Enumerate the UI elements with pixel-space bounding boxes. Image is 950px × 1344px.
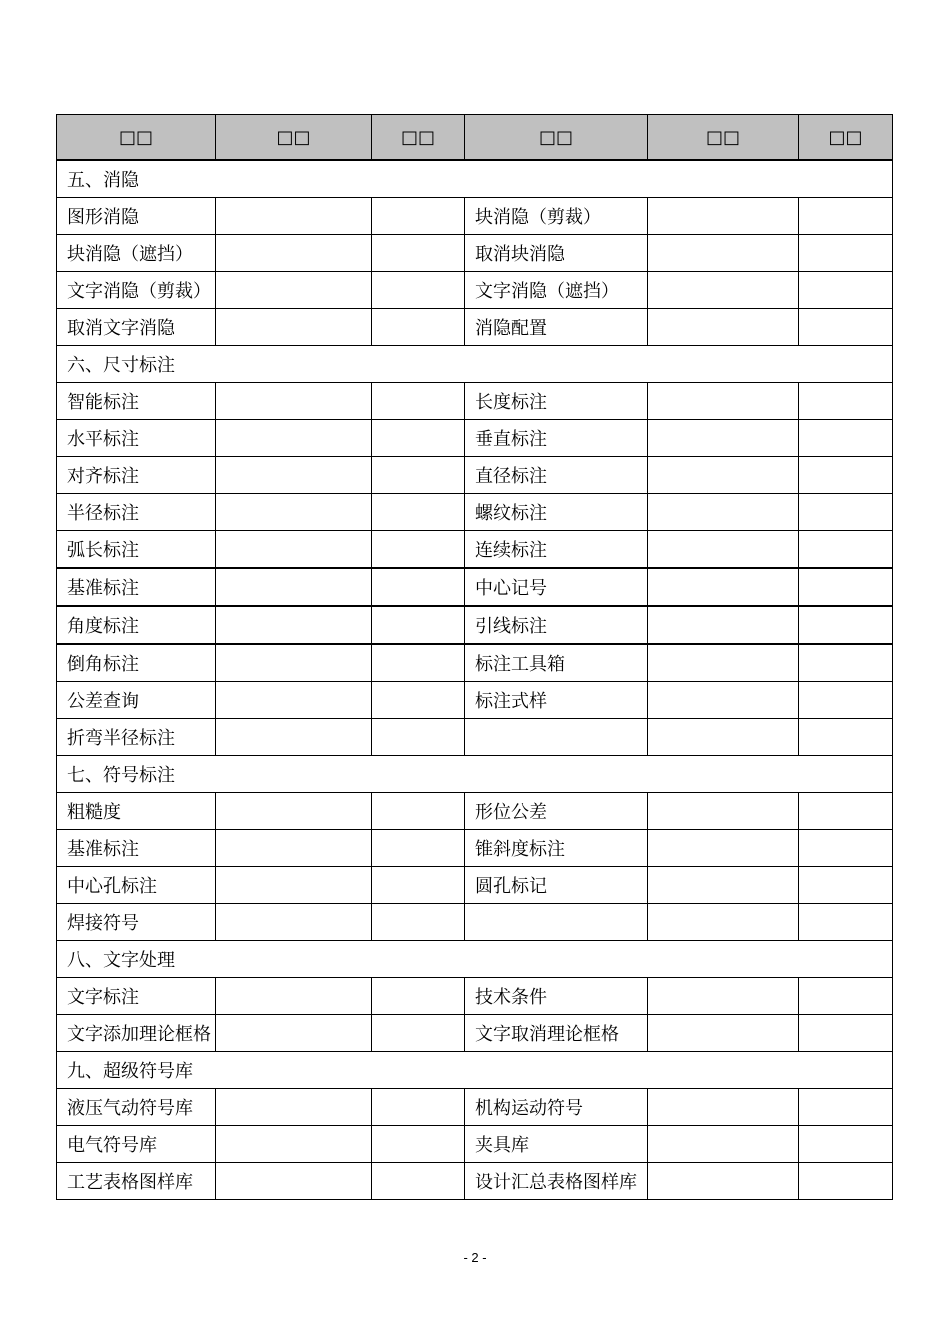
empty-cell (799, 494, 893, 531)
empty-cell (648, 1163, 799, 1200)
empty-cell (216, 830, 372, 867)
empty-cell (372, 719, 465, 756)
empty-cell (799, 1089, 893, 1126)
empty-cell (372, 272, 465, 309)
empty-cell (216, 644, 372, 682)
empty-cell (648, 383, 799, 420)
empty-cell (799, 904, 893, 941)
feature-name-cell: 水平标注 (57, 420, 216, 457)
empty-cell (799, 309, 893, 346)
feature-name-cell: 取消块消隐 (465, 235, 648, 272)
empty-cell (216, 531, 372, 569)
empty-cell (799, 272, 893, 309)
feature-name-cell: 折弯半径标注 (57, 719, 216, 756)
empty-cell (799, 457, 893, 494)
feature-name-cell: 弧长标注 (57, 531, 216, 569)
empty-cell (216, 793, 372, 830)
table-row (57, 309, 893, 346)
empty-cell (216, 1163, 372, 1200)
empty-cell (799, 1126, 893, 1163)
empty-cell (216, 420, 372, 457)
column-header: □□ (57, 115, 216, 161)
feature-name-cell: 半径标注 (57, 494, 216, 531)
section-header-row (57, 1052, 893, 1089)
section-header-row (57, 756, 893, 793)
empty-cell (372, 235, 465, 272)
empty-cell (648, 1015, 799, 1052)
empty-cell (799, 1163, 893, 1200)
empty-cell (799, 420, 893, 457)
table-row (57, 904, 893, 941)
section-title: 五、消隐 (57, 160, 893, 198)
section-title: 六、尺寸标注 (57, 346, 893, 383)
feature-name-cell: 电气符号库 (57, 1126, 216, 1163)
feature-name-cell: 技术条件 (465, 978, 648, 1015)
feature-name-cell: 文字消隐（遮挡） (465, 272, 648, 309)
feature-name-cell: 焊接符号 (57, 904, 216, 941)
feature-name-cell: 设计汇总表格图样库 (465, 1163, 648, 1200)
feature-name-cell: 机构运动符号 (465, 1089, 648, 1126)
empty-cell (216, 272, 372, 309)
feature-name-cell: 取消文字消隐 (57, 309, 216, 346)
empty-cell (372, 383, 465, 420)
feature-name-cell: 长度标注 (465, 383, 648, 420)
column-header: □□ (372, 115, 465, 161)
section-header-row (57, 941, 893, 978)
empty-cell (372, 978, 465, 1015)
feature-name-cell: 文字添加理论框格 (57, 1015, 216, 1052)
empty-cell (216, 978, 372, 1015)
empty-cell (216, 682, 372, 719)
table-row (57, 682, 893, 719)
empty-cell (648, 420, 799, 457)
table-row (57, 1015, 893, 1052)
empty-cell (648, 1089, 799, 1126)
empty-cell (216, 457, 372, 494)
empty-cell (799, 235, 893, 272)
table-row (57, 457, 893, 494)
empty-cell (799, 830, 893, 867)
empty-cell (216, 568, 372, 606)
empty-cell (372, 568, 465, 606)
empty-cell (372, 682, 465, 719)
empty-cell (648, 1126, 799, 1163)
table-row (57, 644, 893, 682)
table-row (57, 531, 893, 569)
table-row (57, 830, 893, 867)
section-header-row (57, 160, 893, 198)
empty-cell (648, 978, 799, 1015)
table-row (57, 867, 893, 904)
table-row (57, 793, 893, 830)
empty-cell (216, 1089, 372, 1126)
feature-name-cell: 锥斜度标注 (465, 830, 648, 867)
empty-cell (648, 682, 799, 719)
feature-name-cell: 标注工具箱 (465, 644, 648, 682)
feature-name-cell: 工艺表格图样库 (57, 1163, 216, 1200)
feature-name-cell: 液压气动符号库 (57, 1089, 216, 1126)
feature-name-cell: 圆孔标记 (465, 867, 648, 904)
table-row (57, 235, 893, 272)
empty-cell (216, 494, 372, 531)
feature-name-cell: 块消隐（遮挡） (57, 235, 216, 272)
empty-cell (372, 457, 465, 494)
feature-name-cell: 公差查询 (57, 682, 216, 719)
empty-cell (648, 904, 799, 941)
section-title: 九、超级符号库 (57, 1052, 893, 1089)
feature-name-cell: 文字标注 (57, 978, 216, 1015)
empty-cell (216, 1015, 372, 1052)
empty-cell (372, 644, 465, 682)
table-header-row (57, 115, 893, 161)
empty-cell (648, 494, 799, 531)
feature-name-cell: 连续标注 (465, 531, 648, 569)
empty-cell (648, 457, 799, 494)
feature-name-cell: 引线标注 (465, 606, 648, 644)
empty-cell (648, 568, 799, 606)
feature-name-cell: 对齐标注 (57, 457, 216, 494)
feature-name-cell (465, 719, 648, 756)
empty-cell (216, 719, 372, 756)
empty-cell (216, 309, 372, 346)
table-row (57, 606, 893, 644)
table-row (57, 383, 893, 420)
table-row (57, 719, 893, 756)
table-row (57, 420, 893, 457)
feature-name-cell: 倒角标注 (57, 644, 216, 682)
column-header: □□ (216, 115, 372, 161)
empty-cell (216, 606, 372, 644)
column-header: □□ (648, 115, 799, 161)
empty-cell (648, 719, 799, 756)
empty-cell (216, 198, 372, 235)
empty-cell (799, 719, 893, 756)
empty-cell (799, 867, 893, 904)
empty-cell (372, 1015, 465, 1052)
section-title: 七、符号标注 (57, 756, 893, 793)
feature-name-cell: 夹具库 (465, 1126, 648, 1163)
empty-cell (799, 531, 893, 569)
empty-cell (372, 198, 465, 235)
empty-cell (799, 568, 893, 606)
empty-cell (799, 978, 893, 1015)
feature-name-cell (465, 904, 648, 941)
empty-cell (372, 606, 465, 644)
empty-cell (799, 606, 893, 644)
empty-cell (799, 383, 893, 420)
feature-name-cell: 基准标注 (57, 568, 216, 606)
feature-name-cell: 块消隐（剪裁） (465, 198, 648, 235)
section-header-row (57, 346, 893, 383)
empty-cell (372, 867, 465, 904)
empty-cell (648, 867, 799, 904)
table-row (57, 1126, 893, 1163)
empty-cell (648, 531, 799, 569)
empty-cell (648, 309, 799, 346)
feature-name-cell: 中心记号 (465, 568, 648, 606)
feature-name-cell: 形位公差 (465, 793, 648, 830)
empty-cell (799, 644, 893, 682)
column-header: □□ (799, 115, 893, 161)
empty-cell (648, 198, 799, 235)
table-row (57, 1089, 893, 1126)
empty-cell (799, 198, 893, 235)
page-number: - 2 - (463, 1250, 487, 1265)
empty-cell (648, 830, 799, 867)
empty-cell (648, 606, 799, 644)
empty-cell (372, 904, 465, 941)
feature-name-cell: 标注式样 (465, 682, 648, 719)
table-row (57, 568, 893, 606)
feature-name-cell: 智能标注 (57, 383, 216, 420)
feature-name-cell: 文字消隐（剪裁） (57, 272, 216, 309)
empty-cell (648, 235, 799, 272)
column-header: □□ (465, 115, 648, 161)
feature-name-cell: 消隐配置 (465, 309, 648, 346)
feature-table (56, 114, 893, 1200)
feature-name-cell: 螺纹标注 (465, 494, 648, 531)
table-row (57, 978, 893, 1015)
empty-cell (372, 1089, 465, 1126)
empty-cell (372, 830, 465, 867)
table-row (57, 1163, 893, 1200)
table-row (57, 198, 893, 235)
empty-cell (216, 867, 372, 904)
empty-cell (216, 235, 372, 272)
empty-cell (372, 1163, 465, 1200)
empty-cell (372, 793, 465, 830)
empty-cell (372, 531, 465, 569)
empty-cell (372, 494, 465, 531)
feature-name-cell: 垂直标注 (465, 420, 648, 457)
table-row (57, 272, 893, 309)
feature-name-cell: 基准标注 (57, 830, 216, 867)
empty-cell (372, 309, 465, 346)
empty-cell (799, 1015, 893, 1052)
feature-name-cell: 角度标注 (57, 606, 216, 644)
empty-cell (648, 272, 799, 309)
feature-name-cell: 中心孔标注 (57, 867, 216, 904)
empty-cell (216, 904, 372, 941)
empty-cell (372, 420, 465, 457)
feature-name-cell: 文字取消理论框格 (465, 1015, 648, 1052)
empty-cell (372, 1126, 465, 1163)
empty-cell (648, 793, 799, 830)
empty-cell (216, 1126, 372, 1163)
empty-cell (799, 682, 893, 719)
feature-name-cell: 直径标注 (465, 457, 648, 494)
empty-cell (216, 383, 372, 420)
feature-name-cell: 图形消隐 (57, 198, 216, 235)
empty-cell (799, 793, 893, 830)
feature-name-cell: 粗糙度 (57, 793, 216, 830)
section-title: 八、文字处理 (57, 941, 893, 978)
table-row (57, 494, 893, 531)
empty-cell (648, 644, 799, 682)
